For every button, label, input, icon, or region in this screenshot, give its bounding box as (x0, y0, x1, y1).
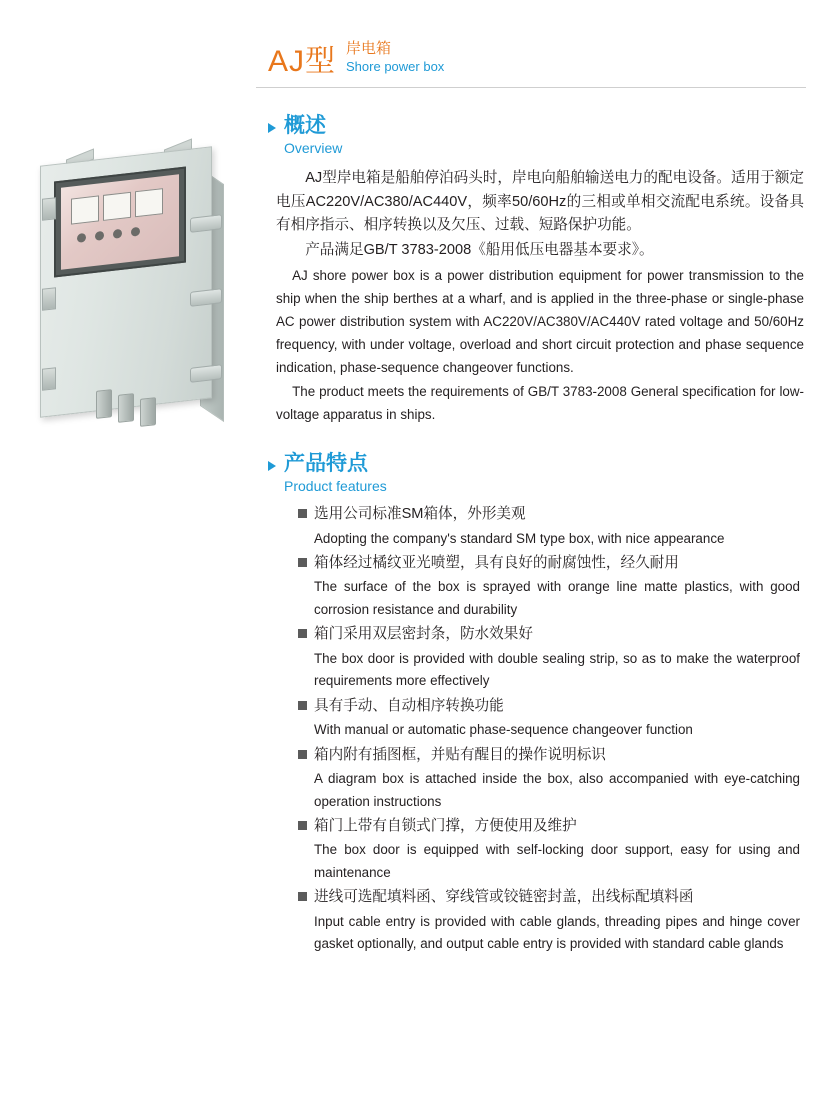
overview-paragraph-cn: 产品满足GB/T 3783-2008《船用低压电器基本要求》。 (305, 242, 654, 259)
section-overview (256, 114, 812, 426)
overview-paragraph-en: AJ shore power box is a power distribution equipment for power transmission to the ship when the ship berthes at a wharf, and is applied in the three-phase or single-phase AC power distribution system with AC220V/AC380V/AC440V rated voltage and 50/60Hz frequency, with under voltage, overload and short circuit protection and phase sequence indication, phase-sequence changeover functions. (276, 267, 804, 375)
square-bullet-icon (298, 629, 307, 638)
section-overview-header (268, 114, 812, 159)
cable-gland-icon (140, 397, 156, 427)
instrument-window (54, 166, 186, 277)
feature-list (268, 503, 812, 956)
list-item (298, 552, 800, 621)
feature-text-cn: 箱内附有插图框，并贴有醒目的操作说明标识 (314, 746, 606, 763)
list-item (298, 815, 800, 884)
section-overview-heading-en: Overview (284, 140, 343, 157)
square-bullet-icon (298, 558, 307, 567)
feature-text-cn: 选用公司标准SM箱体，外形美观 (314, 506, 526, 523)
product-model: AJ型 (268, 45, 337, 78)
feature-text-en: Adopting the company's standard SM type box, with nice appearance (314, 530, 725, 546)
feature-text-cn: 箱体经过橘纹亚光喷塑，具有良好的耐腐蚀性，经久耐用 (314, 555, 679, 572)
feature-text-cn: 箱门上带有自锁式门撑，方便使用及维护 (314, 818, 577, 835)
cable-gland-icon (118, 393, 134, 423)
feature-text-en: The box door is equipped with self-locking door support, easy for using and maintenance (314, 842, 800, 880)
section-features-heading-group (284, 452, 387, 497)
overview-paragraph-en: The product meets the requirements of GB/T 3783-2008 General specification for low-voltage apparatus in ships. (276, 383, 804, 422)
list-item (298, 744, 800, 813)
door-hinge-icon (42, 367, 56, 391)
feature-text-en: The surface of the box is sprayed with orange line matte plastics, with good corrosion resistance and durability (314, 579, 800, 617)
feature-cn-row (298, 503, 800, 526)
product-image-column (0, 0, 256, 1118)
list-item (298, 503, 800, 550)
door-hinge-icon (42, 197, 56, 221)
knob-icon (113, 229, 122, 239)
meter-icon (103, 192, 131, 221)
square-bullet-icon (298, 701, 307, 710)
section-overview-heading-group (284, 114, 342, 159)
feature-text-en: A diagram box is attached inside the box, also accompanied with eye-catching operation instructions (314, 770, 800, 809)
product-name-en: Shore power box (346, 58, 445, 74)
knob-icon (131, 227, 140, 237)
section-overview-heading-cn: 概述 (284, 114, 326, 137)
square-bullet-icon (298, 821, 307, 830)
square-bullet-icon (298, 509, 307, 518)
instrument-window-glass (61, 174, 179, 269)
product-name-group (346, 40, 444, 77)
feature-text-cn: 进线可选配填料函、穿线管或铰链密封盖，出线标配填料函 (314, 889, 694, 906)
content-column (256, 0, 830, 1118)
product-photo (14, 138, 242, 428)
section-features (256, 452, 812, 956)
feature-cn-row (298, 886, 800, 909)
list-item (298, 623, 800, 692)
meter-icon (71, 195, 99, 224)
square-bullet-icon (298, 750, 307, 759)
overview-paragraph-cn: AJ型岸电箱是船舶停泊码头时，岸电向船舶输送电力的配电设备。适用于额定电压AC220V/AC380/AC440V，频率50/60Hz的三相或单相交流配电系统。设备具有相序指示、相序转换以及欠压、过载、短路保护功能。 (276, 170, 804, 234)
feature-cn-row (298, 623, 800, 646)
meter-icon (135, 188, 163, 217)
feature-text-en: Input cable entry is provided with cable glands, threading pipes and hinge cover gasket optionally, and output cable entry is provided with standard cable glands (314, 913, 800, 952)
product-name-cn: 岸电箱 (346, 40, 392, 57)
cable-gland-icon (96, 389, 112, 419)
knob-icon (95, 231, 104, 241)
section-features-header (268, 452, 812, 497)
triangle-bullet-icon (268, 123, 276, 133)
page-title (256, 40, 806, 88)
feature-cn-row (298, 695, 800, 718)
section-features-heading-cn: 产品特点 (284, 452, 368, 476)
square-bullet-icon (298, 892, 307, 901)
feature-cn-row (298, 815, 800, 838)
knob-icon (77, 233, 86, 243)
section-overview-body (268, 167, 812, 426)
feature-text-en: With manual or automatic phase-sequence changeover function (314, 722, 693, 738)
feature-cn-row (298, 744, 800, 767)
list-item (298, 886, 800, 955)
triangle-bullet-icon (268, 461, 276, 471)
door-hinge-icon (42, 287, 56, 311)
feature-text-en: The box door is provided with double sealing strip, so as to make the waterproof requirements more effectively (314, 650, 800, 689)
feature-text-cn: 具有手动、自动相序转换功能 (314, 697, 504, 714)
feature-text-cn: 箱门采用双层密封条，防水效果好 (314, 626, 533, 643)
section-features-heading-en: Product features (284, 478, 387, 495)
feature-cn-row (298, 552, 800, 575)
list-item (298, 695, 800, 742)
